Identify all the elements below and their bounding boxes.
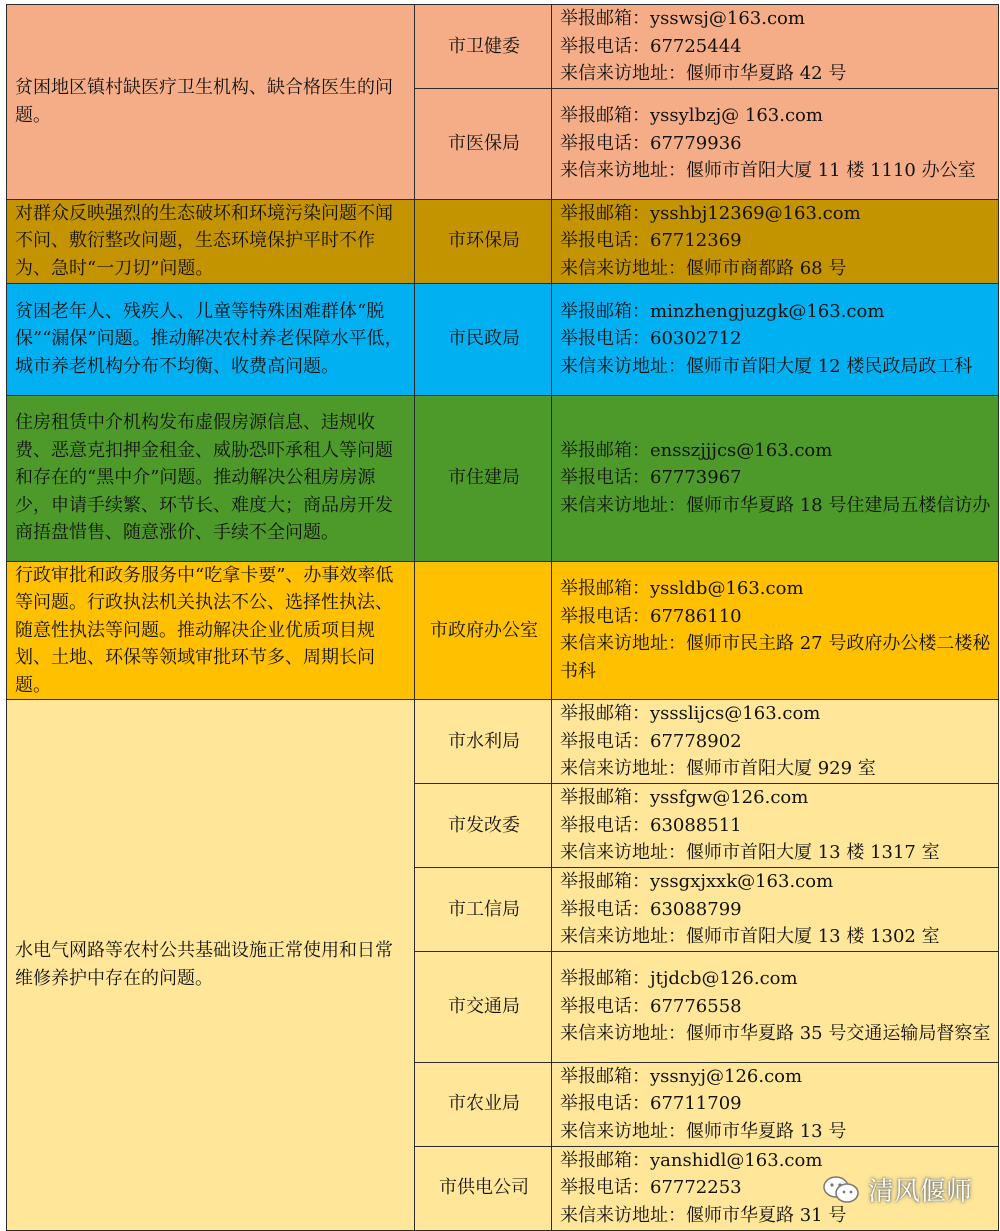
report-email: 举报邮箱：jtjdcb@126.com — [560, 968, 798, 990]
watermark-text: 清风偃师 — [867, 1177, 972, 1207]
report-contact-table — [6, 4, 999, 1231]
department-cell: 市交通局 — [415, 951, 552, 1062]
report-address: 来信来访地址：偃师市华夏路 42 号 — [560, 63, 847, 84]
report-phone: 举报电话：67711709 — [560, 1093, 742, 1115]
department-cell: 市政府办公室 — [415, 561, 552, 700]
report-phone: 举报电话：67776558 — [560, 995, 742, 1017]
table-row — [7, 700, 999, 784]
report-email: 举报邮箱：yssgxjxxk@163.com — [560, 871, 834, 892]
issue-cell: 行政审批和政务服务中“吃拿卡要”、办事效率低等问题。行政执法机关执法不公、选择性执法、随意性执法等问题。推动解决企业优质项目规划、土地、环保等领域审批环节多、周期长问题。 — [7, 561, 415, 700]
report-email: 举报邮箱：yssnyj@126.com — [560, 1065, 803, 1087]
contact-cell — [552, 199, 999, 283]
report-address: 来信来访地址：偃师市华夏路 31 号 — [560, 1204, 847, 1226]
department-cell: 市卫健委 — [415, 5, 552, 89]
department-cell: 市水利局 — [415, 700, 552, 784]
report-address: 来信来访地址：偃师市首阳大厦 11 楼 1110 办公室 — [560, 160, 976, 182]
department-cell: 市农业局 — [415, 1062, 552, 1146]
department-cell: 市发改委 — [415, 784, 552, 868]
report-address: 来信来访地址：偃师市华夏路 13 号 — [560, 1120, 847, 1142]
watermark — [822, 1171, 972, 1208]
report-address: 来信来访地址：偃师市民主路 27 号政府办公楼二楼秘书科 — [560, 633, 991, 682]
report-email: 举报邮箱：yssldb@163.com — [560, 578, 804, 600]
department-cell: 市环保局 — [415, 199, 552, 283]
table-row — [7, 283, 999, 395]
report-phone: 举报电话：67786110 — [560, 605, 742, 627]
report-address: 来信来访地址：偃师市商都路 68 号 — [560, 257, 847, 279]
contact-cell — [552, 1062, 999, 1146]
report-phone: 举报电话：67772253 — [560, 1177, 742, 1199]
report-phone: 举报电话：67712369 — [560, 230, 742, 252]
report-address: 来信来访地址：偃师市首阳大厦 13 楼 1302 室 — [560, 926, 940, 947]
report-phone: 举报电话：67725444 — [560, 35, 742, 57]
issue-cell: 贫困地区镇村缺医疗卫生机构、缺合格医生的问题。 — [7, 5, 415, 200]
contact-cell — [552, 868, 999, 952]
report-address: 来信来访地址：偃师市首阳大厦 929 室 — [560, 758, 876, 780]
contact-cell — [552, 283, 999, 395]
report-email: 举报邮箱：yanshidl@163.com — [560, 1149, 823, 1171]
department-cell: 市医保局 — [415, 88, 552, 199]
report-phone: 举报电话：67779936 — [560, 132, 742, 154]
report-email: 举报邮箱：yssylbzj@ 163.com — [560, 105, 823, 127]
contact-cell — [552, 951, 999, 1062]
report-address: 来信来访地址：偃师市首阳大厦 12 楼民政局政工科 — [560, 355, 973, 377]
department-cell: 市工信局 — [415, 868, 552, 952]
report-phone: 举报电话：67773967 — [560, 467, 742, 489]
table-row — [7, 199, 999, 283]
report-email: 举报邮箱：yssfgw@126.com — [560, 787, 809, 809]
report-phone: 举报电话：67778902 — [560, 730, 742, 752]
table-row — [7, 395, 999, 561]
report-address: 来信来访地址：偃师市华夏路 18 号住建局五楼信访办 — [560, 494, 991, 516]
report-address: 来信来访地址：偃师市华夏路 35 号交通运输局督察室 — [560, 1023, 991, 1045]
wechat-icon — [822, 1174, 860, 1206]
issue-cell: 对群众反映强烈的生态破坏和环境污染问题不闻不问、敷衍整改问题，生态环境保护平时不作为、急时“一刀切”问题。 — [7, 199, 415, 283]
report-email: 举报邮箱：ysshbj12369@163.com — [560, 202, 861, 224]
table-row — [7, 5, 999, 89]
report-address: 来信来访地址：偃师市首阳大厦 13 楼 1317 室 — [560, 842, 940, 864]
department-cell: 市民政局 — [415, 283, 552, 395]
department-cell: 市供电公司 — [415, 1146, 552, 1230]
contact-cell — [552, 561, 999, 700]
table-row — [7, 561, 999, 700]
contact-cell — [552, 88, 999, 199]
report-phone: 举报电话：63088799 — [560, 898, 742, 920]
contact-cell — [552, 784, 999, 868]
department-cell: 市住建局 — [415, 395, 552, 561]
contact-cell — [552, 5, 999, 89]
report-email: 举报邮箱：minzhengjuzgk@163.com — [560, 300, 885, 322]
issue-cell: 贫困老年人、残疾人、儿童等特殊困难群体“脱保”“漏保”问题。推动解决农村养老保障水平低，城市养老机构分布不均衡、收费高问题。 — [7, 283, 415, 395]
issue-cell: 住房租赁中介机构发布虚假房源信息、违规收费、恶意克扣押金租金、威胁恐吓承租人等问题和存在的“黑中介”问题。推动解决公租房房源少，申请手续繁、环节长、难度大；商品房开发商捂盘惜售、随意涨价、手续不全问题。 — [7, 395, 415, 561]
report-phone: 举报电话：63088511 — [560, 814, 742, 836]
contact-cell — [552, 700, 999, 784]
report-email: 举报邮箱：ensszjjjcs@163.com — [560, 439, 833, 461]
report-phone: 举报电话：60302712 — [560, 328, 742, 350]
report-email: 举报邮箱：yssslijcs@163.com — [560, 703, 821, 725]
report-email: 举报邮箱：ysswsj@163.com — [560, 8, 805, 29]
issue-cell: 水电气网路等农村公共基础设施正常使用和日常维修养护中存在的问题。 — [7, 700, 415, 1231]
contact-cell — [552, 395, 999, 561]
